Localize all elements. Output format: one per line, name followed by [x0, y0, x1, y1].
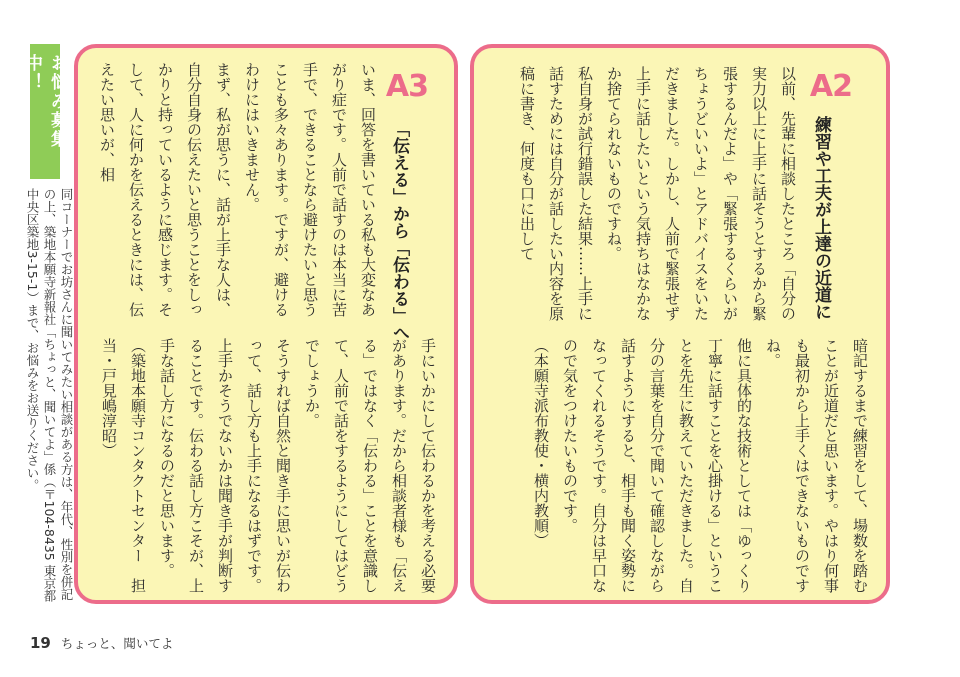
page-footer: [30, 634, 173, 652]
answer-a3-body-lower: [100, 338, 442, 598]
paragraph: そうすれば自然と聞き手に思いが伝わって、話し方も上手になるはずです。上手かそうでないかは聞き手が判断することです。伝わる話し方こそが、上手な話し方になるのだと思います。: [158, 338, 292, 593]
paragraph: 他に具体的な技術としては「ゆっくり丁寧に話すことを心掛ける」ということを先生に教えていただきました。自分の言葉を自分で聞いて確認しながら話すようにすると、相手も聞く姿勢になってくれるそうです。自分は早口なので気をつけたいものです。: [561, 338, 753, 593]
answer-a3-body-upper: [98, 62, 382, 324]
paragraph: 以前、先輩に相談したところ「自分の実力以上に上手に話そうとするから緊張するんだよ」や「緊張するくらいがちょうどいいよ」とアドバイスをいただきました。しかし、人前で緊張せず上手に話したいという気持ちはなかなか捨てられないものですね。: [605, 66, 797, 321]
answer-a3-badge: A3: [385, 69, 428, 104]
paragraph: 私自身が試行錯誤した結果……上手に話すためには自分が話したい内容を原稿に書き、何度も口に出して: [518, 66, 594, 321]
submission-note: [20, 188, 75, 608]
paragraph: 暗記するまで練習をして、場数を踏むことが近道だと思います。やはり何事も最初から上手くはできないものですね。: [764, 338, 869, 593]
paragraph: いま、回答を書いている私も大変なあがり症です。人前で話すのは本当に苦手で、できることなら避けたいと思うことも多々あります。ですが、避けるわけにはいきません。: [243, 62, 377, 317]
answer-a2-badge: A2: [809, 69, 852, 104]
answer-a3-panel: [74, 44, 458, 604]
answer-a3-heading: 「伝える」から「伝わる」へ: [389, 120, 409, 341]
answer-a2-attribution: （本願寺派布教使・横内教順）: [532, 338, 550, 548]
page-number: 19: [30, 634, 51, 652]
answer-a2-body-lower: [524, 338, 874, 600]
answer-a3-attribution: （築地本願寺コンタクトセンター 担当・戸見嶋淳昭）: [100, 338, 147, 593]
section-title: ちょっと、聞いてよ: [60, 636, 174, 651]
paragraph: まず、私が思うに、話が上手な人は、自分自身の伝えたいと思うことをしっかりと持っているように感じます。そして、人に何かを伝えるときには、伝えたい思いが、相: [98, 62, 232, 317]
side-tab-label: お悩み募集中！: [22, 54, 67, 149]
answer-a2-heading: 練習や工夫が上達の近道に: [811, 116, 831, 320]
submission-note-text: 同コーナーでお坊さんに聞いてみたい相談がある方は、年代、性別を併記の上、築地本願寺新報社「ちょっと、聞いてよ」係（〒104-8435 東京都中央区築地3-15-1）まで、お悩みをお送りください。: [25, 188, 74, 603]
answer-a2-body-upper: [502, 66, 802, 328]
paragraph: 手にいかにして伝わるかを考える必要があります。だから相談者様も「伝える」ではなく「伝わる」ことを意識して、人前で話をするようにしてはどうでしょうか。: [303, 338, 437, 593]
answer-a2-panel: [470, 44, 890, 604]
side-tab: [22, 44, 67, 179]
